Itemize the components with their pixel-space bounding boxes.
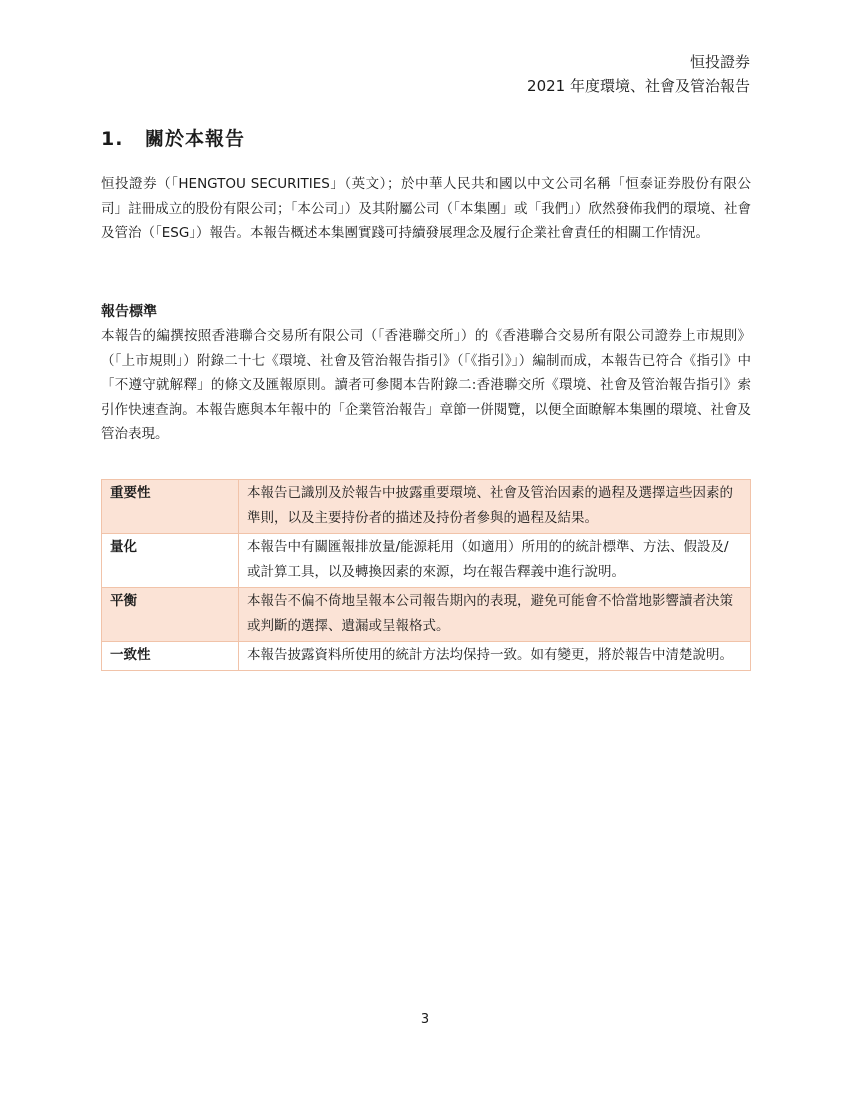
page-header <box>527 50 750 98</box>
header-company-name: 恒投證券 <box>689 53 750 71</box>
principle-term: 一致性 <box>102 642 239 671</box>
intro-paragraph: 恒投證券（「HENGTOU SECURITIES」（英文）；於中華人民共和國以中文公司名稱「恒泰证券股份有限公司」註冊成立的股份有限公司；「本公司」）及其附屬公司（「本集團」或「我們」）欣然發佈我們的環境、社會及管治（「ESG」）報告。本報告概述本集團實踐可持續發展理念及履行企業社會責任的相關工作情況。 <box>101 176 751 242</box>
header-report-title: 2021 年度環境、社會及管治報告 <box>527 77 750 95</box>
reporting-standards-heading: 報告標準 <box>101 304 157 320</box>
principle-term: 平衡 <box>102 588 239 642</box>
reporting-principles-table <box>101 479 751 671</box>
principle-description: 本報告已識別及於報告中披露重要環境、社會及管治因素的過程及選擇這些因素的準則，以及主要持份者的描述及持份者參與的過程及結果。 <box>239 480 751 534</box>
section-heading <box>101 124 245 151</box>
principle-description: 本報告披露資料所使用的統計方法均保持一致。如有變更，將於報告中清楚說明。 <box>239 642 751 671</box>
table-row <box>102 534 751 588</box>
section-title: 關於本報告 <box>145 128 246 150</box>
page-number: 3 <box>420 1012 430 1027</box>
table-row <box>102 480 751 534</box>
principle-description: 本報告不偏不倚地呈報本公司報告期內的表現，避免可能會不恰當地影響讀者決策或判斷的選擇、遺漏或呈報格式。 <box>239 588 751 642</box>
table-row <box>102 642 751 671</box>
table-row <box>102 588 751 642</box>
reporting-standards-paragraph: 本報告的編撰按照香港聯合交易所有限公司（「香港聯交所」）的《香港聯合交易所有限公司證券上市規則》（「上市規則」）附錄二十七《環境、社會及管治報告指引》（「《指引》」）編制而成，本報告已符合《指引》中「不遵守就解釋」的條文及匯報原則。讀者可參閱本告附錄二:香港聯交所《環境、社會及管治報告指引》索引作快速查詢。本報告應與本年報中的「企業管治報告」章節一併閱覽，以便全面瞭解本集團的環境、社會及管治表現。 <box>101 328 751 443</box>
principle-term: 重要性 <box>102 480 239 534</box>
section-number: 1. <box>101 128 124 150</box>
principle-term: 量化 <box>102 534 239 588</box>
principle-description: 本報告中有關匯報排放量/能源耗用（如適用）所用的的統計標準、方法、假設及/或計算工具，以及轉換因素的來源，均在報告釋義中進行說明。 <box>239 534 751 588</box>
